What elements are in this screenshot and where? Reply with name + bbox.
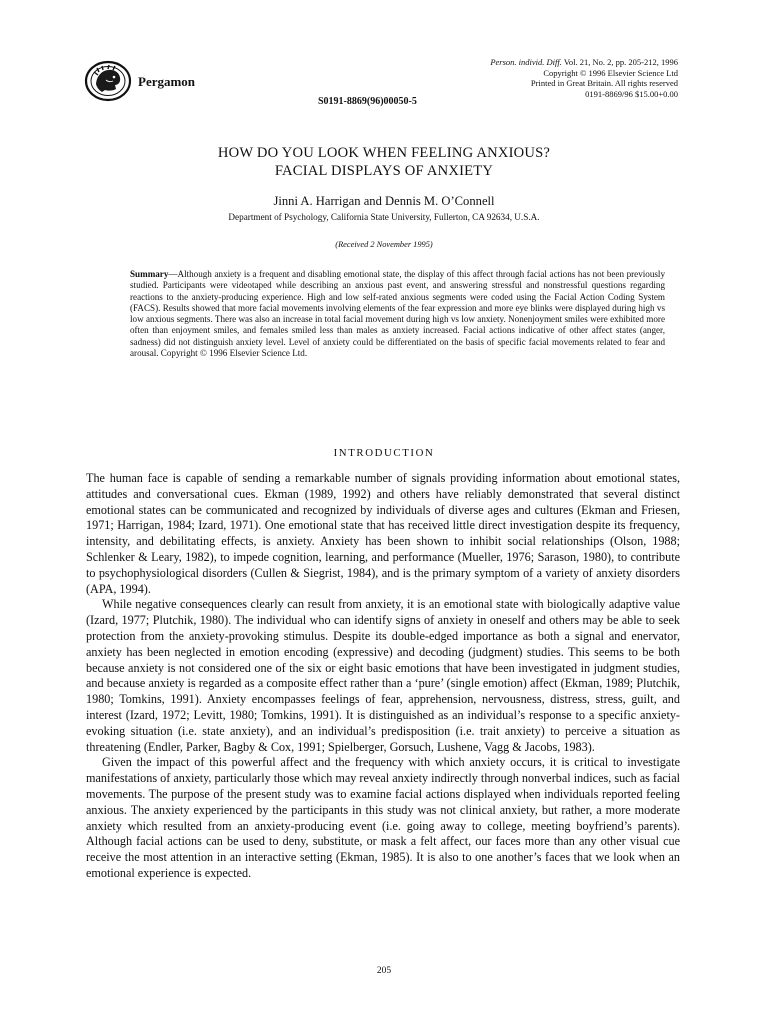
summary-abstract — [130, 269, 665, 359]
authors: Jinni A. Harrigan and Dennis M. O’Connell — [273, 194, 495, 208]
paragraph: The human face is capable of sending a remarkable number of signals providing information about emotional states, attitudes and conversational cues. Ekman (1989, 1992) and others have reliably demonstrated that several distinct emotional states can be communicated and recognized by individuals of diverse ages and cultures (Ekman and Friesen, 1971; Harrigan, 1984; Izard, 1971). One emotional state that has received little direct investigation despite its frequency, intensity, and debilitating effects, is anxiety. Anxiety has been shown to inhibit social relationships (Olson, 1988; Schlenker & Leary, 1982), to impede cognition, learning, and performance (Mueller, 1976; Sarason, 1980), to contribute to psychophysiological disorders (Cullen & Siegrist, 1984), and is the primary symptom of a variety of anxiety disorders (APA, 1994). — [86, 471, 680, 596]
summary-text: —Although anxiety is a frequent and disabling emotional state, the display of this affect through facial actions has not been previously studied. Participants were videotaped while describing an anxious past event, and answering stressful and nonstressful questions regarding reactions to the anxiety-producing experience. High and low self-rated anxious segments were coded using the Facial Action Coding System (FACS). Results showed that more facial movements involving elements of the fear expression and more eye blinks were displayed during high vs low anxious segments. There was also an increase in total facial movement during high vs low anxiety. Nonenjoyment smiles were exhibited more often than enjoyment smiles, and females smiled less than males as anxiety increased. Facial actions indicative of other affect states (anger, sadness) did not distinguish anxiety level. Level of anxiety could be differentiated on the basis of specific facial movements related to fear and arousal. Copyright © 1996 Elsevier Science Ltd. — [130, 269, 665, 359]
price-line: 0191-8869/96 $15.00+0.00 — [585, 88, 678, 99]
received-date: (Received 2 November 1995) — [335, 240, 433, 249]
publisher-logo — [84, 60, 134, 102]
section-heading: INTRODUCTION — [333, 447, 435, 459]
paragraph: Given the impact of this powerful affect and the frequency with which anxiety occurs, it is critical to investigate manifestations of anxiety, particularly those which may reveal anxiety indirectly through nonverbal indices, such as facial movements. The purpose of the present study was to examine facial actions displayed when individuals reported feeling anxious. The anxiety experienced by the participants in this study was not clinical anxiety, but rather, a more moderate anxiety which resulted from an anxiety-producing event (i.e. going away to college, meeting boyfriend’s parents). Although facial actions can be used to deny, substitute, or mask a felt affect, our faces more than any other visual cue receive the most attention in an interactive setting (Ekman, 1985). It is also to one another’s faces that we look when an emotional experience is expected. — [86, 755, 680, 880]
affiliation: Department of Psychology, California State University, Fullerton, CA 92634, U.S.A. — [228, 212, 540, 222]
paragraph: While negative consequences clearly can result from anxiety, it is an emotional state with biologically adaptive value (Izard, 1977; Plutchik, 1980). The individual who can identify signs of anxiety in oneself and others may be able to seek protection from the anxiety-provoking stimulus. Despite its double-edged importance as both a signal and enervator, anxiety has been neglected in emotion encoding (expressive) and decoding (judgment) studies. This seems to be both because anxiety is not considered one of the six or eight basic emotions that have been investigated in judgment studies, and because anxiety is regarded as a composite effect rather than a ‘pure’ (single emotion) affect (Ekman, 1989; Plutchik, 1980; Tomkins, 1991). Anxiety encompasses feelings of fear, apprehension, nervousness, distress, stress, guilt, and interest (Izard, 1972; Levitt, 1980; Tomkins, 1991). It is distinguished as an individual’s response to a specific anxiety-evoking situation (i.e. state anxiety), and an individual’s predisposition (i.e. trait anxiety) to perceive a situation as threatening (Endler, Parker, Bagby & Cox, 1991; Spielberger, Gorsuch, Lushene, Vagg & Jacobs, 1983). — [86, 597, 680, 754]
article-title-line-1: HOW DO YOU LOOK WHEN FEELING ANXIOUS? — [217, 145, 551, 161]
article-title-line-2: FACIAL DISPLAYS OF ANXIETY — [274, 163, 494, 179]
article-identifier: S0191-8869(96)00050-5 — [318, 96, 417, 107]
summary-label: Summary — [130, 269, 169, 279]
citation-line: Person. individ. Diff. Vol. 21, No. 2, pp. 205-212, 1996 — [490, 57, 678, 67]
citation-block — [490, 57, 678, 99]
page-number: 205 — [376, 966, 392, 976]
copyright-line: Copyright © 1996 Elsevier Science Ltd — [543, 67, 678, 78]
body-text — [86, 471, 680, 882]
printed-line: Printed in Great Britain. All rights reserved — [530, 78, 678, 88]
publisher-name: Pergamon — [138, 74, 196, 89]
